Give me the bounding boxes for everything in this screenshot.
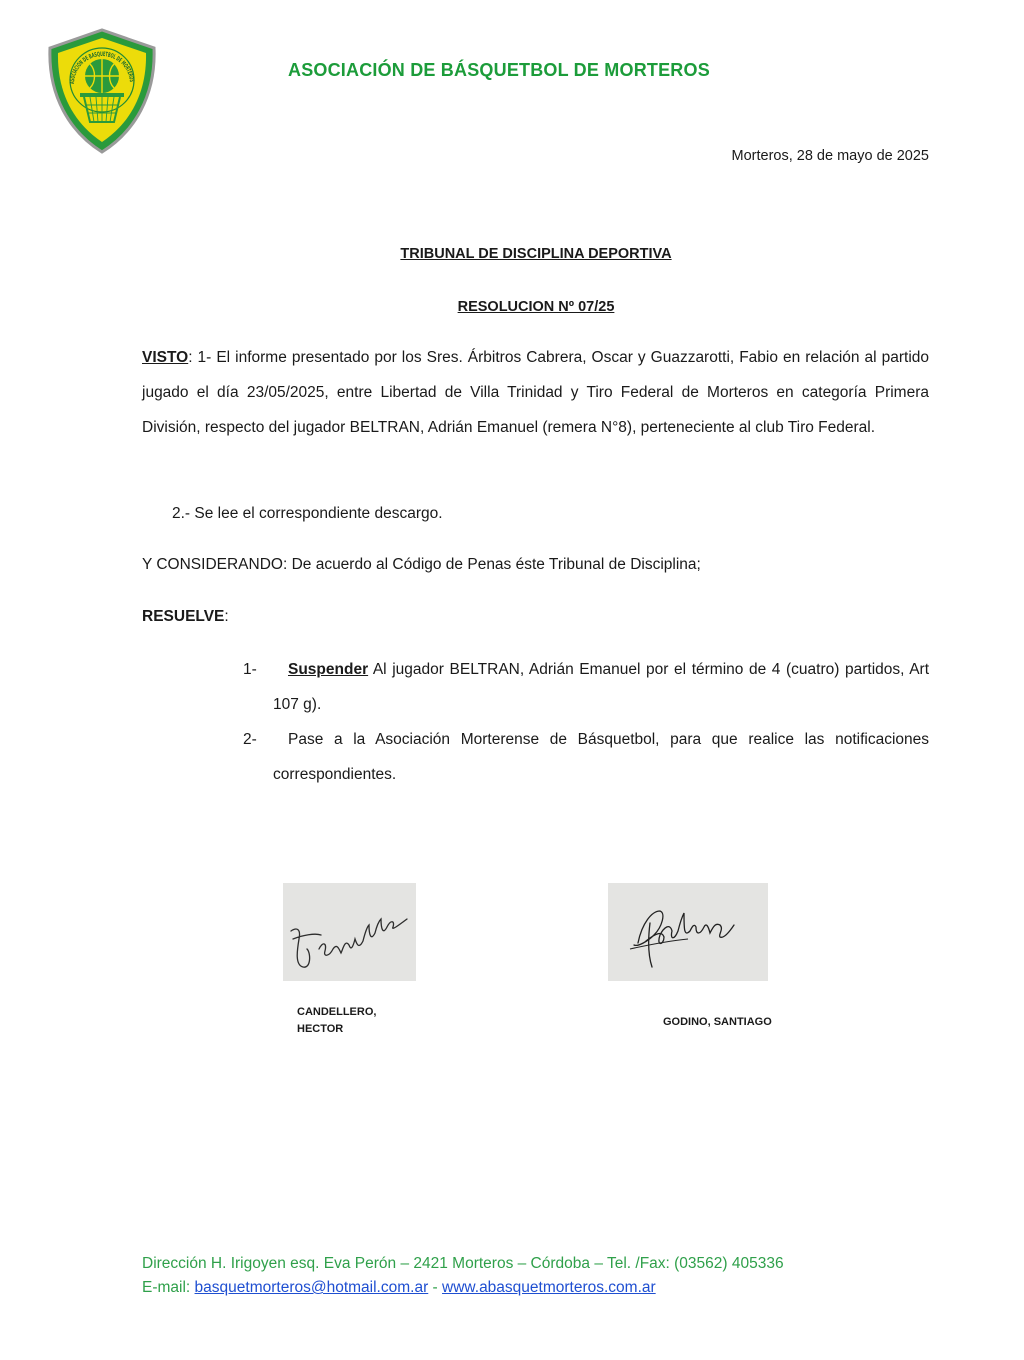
visto-paragraph (142, 340, 929, 445)
signer-name-line: CANDELLERO, (297, 1006, 377, 1018)
signer-name-godino: GODINO, SANTIAGO (663, 1016, 772, 1028)
resolution-item-text: Al jugador BELTRAN, Adrián Emanuel por el término de 4 (cuatro) partidos, Art 107 g). (273, 661, 929, 713)
date-line: Morteros, 28 de mayo de 2025 (731, 148, 929, 164)
signature-candellero (283, 883, 416, 981)
svg-text:ASOCIACION DE BASQUETBOL DE MO: ASOCIACION DE BASQUETBOL DE MORTEROS (68, 50, 136, 85)
resolution-item-number: 1- (243, 661, 257, 678)
resuelve-colon: : (224, 608, 229, 625)
resolution-item (243, 652, 929, 722)
email-link[interactable]: basquetmorteros@hotmail.com.ar (194, 1279, 429, 1296)
signature-godino (608, 883, 768, 981)
footer-separator: - (428, 1279, 443, 1296)
email-label: E-mail: (142, 1279, 195, 1296)
footer-contact (142, 1279, 656, 1297)
resolution-item (243, 722, 929, 792)
considerando-line: Y CONSIDERANDO: De acuerdo al Código de Penas éste Tribunal de Disciplina; (142, 556, 701, 573)
resuelve-label: RESUELVE (142, 608, 225, 625)
signer-name-line: HECTOR (297, 1023, 344, 1035)
footer-address: Dirección H. Irigoyen esq. Eva Perón – 2421 Morteros – Córdoba – Tel. /Fax: (03562) 405336 (142, 1255, 784, 1272)
descargo-line: 2.- Se lee el correspondiente descargo. (172, 505, 443, 522)
organization-title: ASOCIACIÓN DE BÁSQUETBOL DE MORTEROS (288, 60, 710, 80)
visto-label: VISTO (142, 349, 189, 366)
resuelve-heading (142, 608, 229, 626)
resolution-item-number: 2- (243, 731, 257, 748)
resolution-item-text: Pase a la Asociación Morterense de Básquetbol, para que realice las notificaciones correspondientes. (273, 731, 929, 783)
resolution-heading: RESOLUCION Nº 07/25 (457, 299, 615, 315)
tribunal-heading: TRIBUNAL DE DISCIPLINA DEPORTIVA (400, 246, 672, 262)
website-link[interactable]: www.abasquetmorteros.com.ar (442, 1279, 656, 1296)
basketball-shield-logo-icon (44, 24, 160, 156)
resolution-keyword: Suspender (288, 661, 369, 678)
visto-text: : 1- El informe presentado por los Sres. Árbitros Cabrera, Oscar y Guazzarotti, Fabio en relación al partido jugado el día 23/05/2025, entre Libertad de Villa Trinidad y Tiro Federal de Morteros en categoría Primera División, respecto del jugador BELTRAN, Adrián Emanuel (remera N°8), perteneciente al club Tiro Federal. (142, 349, 929, 436)
signer-name-candellero (297, 1004, 407, 1038)
